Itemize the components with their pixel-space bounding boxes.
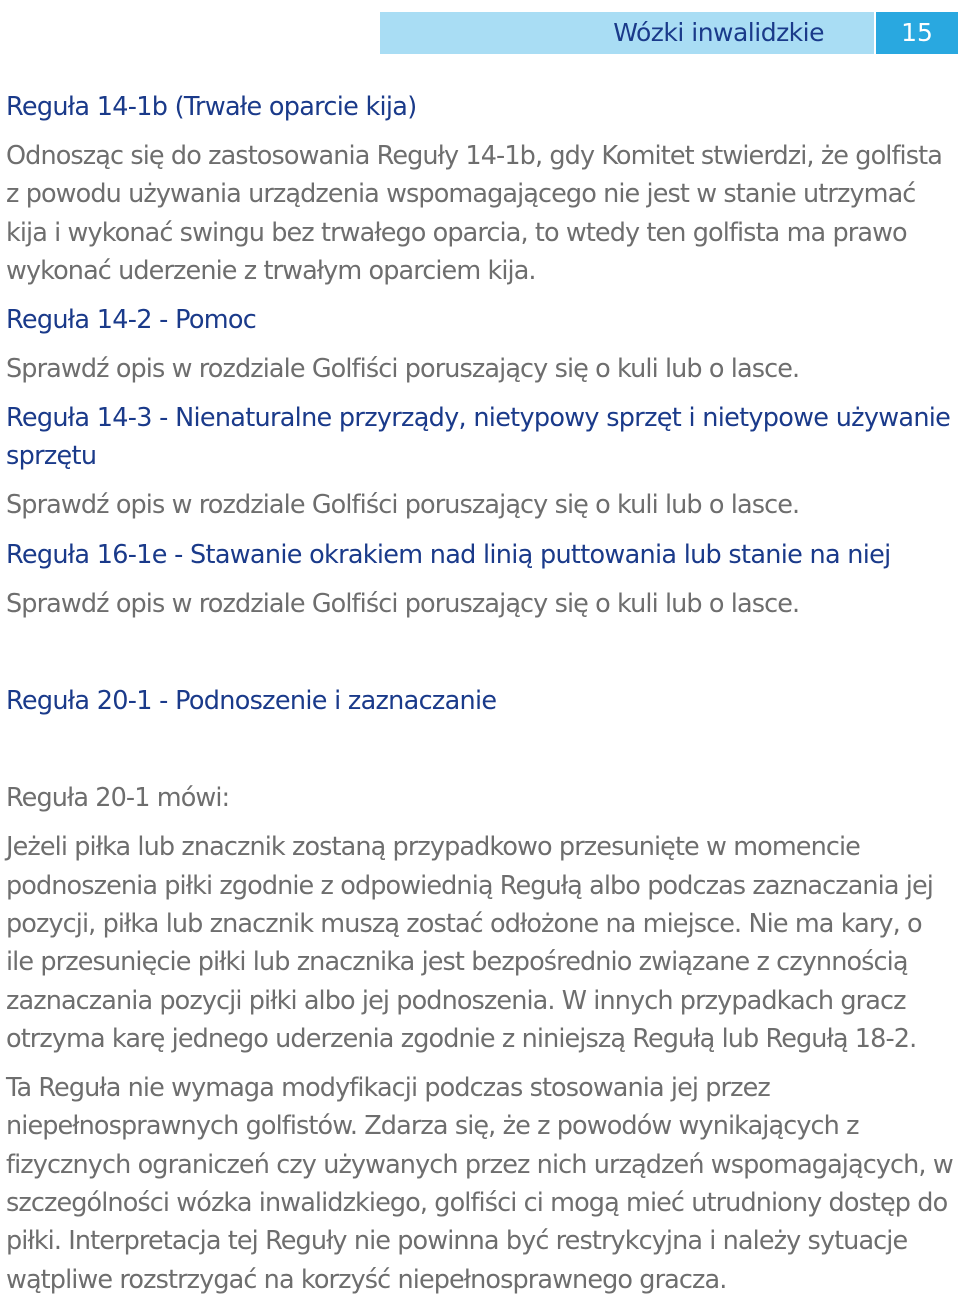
section-heading-20-1: Reguła 20-1 - Podnoszenie i zaznaczanie	[6, 686, 497, 717]
page-number: 15	[901, 18, 933, 47]
section-heading-14-2: Reguła 14-2 - Pomoc	[6, 305, 257, 336]
page-content	[6, 88, 956, 1299]
section-paragraph-20-1-a: Jeżeli piłka lub znacznik zostaną przypadkowo przesunięte w momencie podnoszenia piłki zgodnie z odpowiednią Regułą albo podczas zaznaczania jej pozycji, piłka lub znacznik muszą zostać odłożone na miejsce. Nie ma kary, o ile przesunięcie piłki lub znacznika jest bezpośrednio związane z czynnością zaznaczania pozycji piłki albo jej podnoszenia. W innych przypadkach gracz otrzyma karę jednego uderzenia zgodnie z niniejszą Regułą lub Regułą 18-2.	[6, 832, 933, 1054]
section-intro-20-1: Reguła 20-1 mówi:	[6, 783, 230, 814]
section-body-16-1e: Sprawdź opis w rozdziale Golfiści poruszający się o kuli lub o lasce.	[6, 588, 800, 619]
section-heading-14-1b: Reguła 14-1b (Trwałe oparcie kija)	[6, 92, 417, 122]
section-paragraph-20-1-b: Ta Reguła nie wymaga modyfikacji podczas stosowania jej przez niepełnosprawnych golfistów. Zdarza się, że z powodów wynikających z fizycznych ograniczeń czy używanych przez nich urządzeń wspomagających, w szczególności wózka inwalidzkiego, golfiści ci mogą mieć utrudniony dostęp do piłki. Interpretacja tej Reguły nie powinna być restrykcyjna i należy sytuacje wątpliwe rozstrzygać na korzyść niepełnosprawnego gracza.	[6, 1073, 953, 1295]
section-body-14-3: Sprawdź opis w rozdziale Golfiści poruszający się o kuli lub o lasce.	[6, 490, 800, 521]
running-header-title: Wózki inwalidzkie	[613, 18, 824, 47]
section-body-14-2: Sprawdź opis w rozdziale Golfiści poruszający się o kuli lub o lasce.	[6, 354, 800, 385]
section-body-14-1b: Odnosząc się do zastosowania Reguły 14-1b, gdy Komitet stwierdzi, że golfista z powodu używania urządzenia wspomagającego nie jest w stanie utrzymać kija i wykonać swingu bez trwałego oparcia, to wtedy ten golfista ma prawo wykonać uderzenie z trwałym oparciem kija.	[6, 141, 942, 286]
section-heading-14-3: Reguła 14-3 - Nienaturalne przyrządy, nietypowy sprzęt i nietypowe używanie sprzętu	[6, 403, 951, 472]
section-heading-16-1e: Reguła 16-1e - Stawanie okrakiem nad linią puttowania lub stanie na niej	[6, 539, 891, 570]
